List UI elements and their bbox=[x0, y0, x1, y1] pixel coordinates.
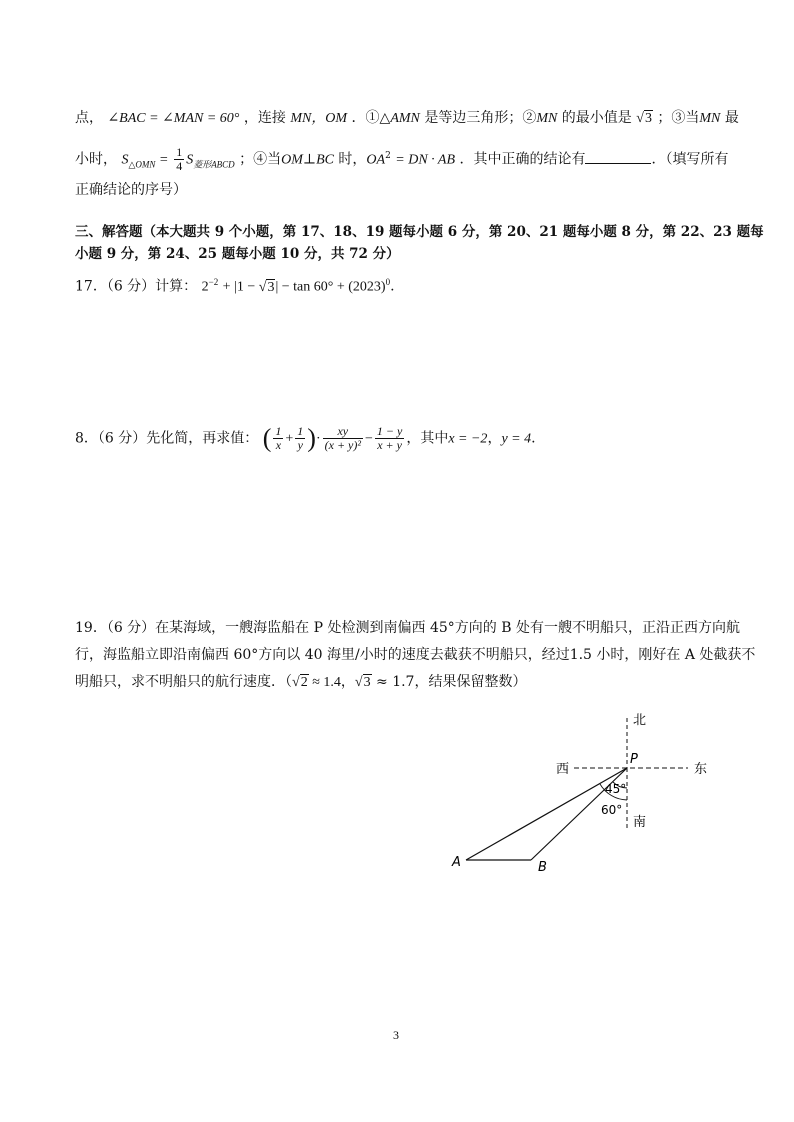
text: 时， bbox=[338, 151, 367, 168]
perpendicular: OM⊥BC bbox=[281, 152, 334, 168]
question-19-line-1: 19．（6 分）在某海域，一艘海监船在 P 处检测到南偏西 45°方向的 B 处有一艘不明船只，正沿正西方向航 bbox=[75, 620, 740, 636]
section-heading-line-2: 小题 9 分，第 24、25 题每小题 10 分，共 72 分） bbox=[75, 246, 400, 262]
period: . bbox=[390, 278, 395, 295]
text: ，连接 bbox=[243, 110, 286, 126]
sqrt-3: √3 bbox=[636, 111, 652, 126]
x-value: x = −2 bbox=[448, 431, 488, 447]
q18-prefix: 8．（6 分）先化简，再求值： bbox=[75, 430, 259, 447]
term: 2 bbox=[201, 279, 209, 295]
angle-equation: ∠BAC = ∠MAN = 60° bbox=[107, 111, 240, 126]
text: 的最小值是 bbox=[561, 110, 632, 126]
exponent: 0 bbox=[385, 277, 391, 287]
area-symbol: S bbox=[121, 152, 129, 168]
text: ≈ 1.7，结果保留整数） bbox=[371, 674, 527, 690]
exponent: −2 bbox=[208, 277, 219, 287]
sqrt-3: √3 bbox=[354, 675, 371, 690]
label-west: 西 bbox=[556, 762, 570, 777]
plus: + bbox=[285, 431, 294, 447]
fraction-1-over-x: $\frac{1}{x}$ bbox=[275, 424, 282, 452]
label-P: P bbox=[630, 752, 638, 767]
oa-squared: OA bbox=[366, 152, 386, 168]
text: ；③当 bbox=[657, 110, 700, 126]
area-symbol: S bbox=[186, 152, 194, 168]
text: 是等边三角形；② bbox=[424, 110, 537, 126]
text: 明船只，求不明船只的航行速度．（ bbox=[75, 674, 292, 690]
segment: MN bbox=[699, 111, 721, 126]
exponent: 2 bbox=[385, 151, 391, 161]
term: | − tan 60° + (2023) bbox=[275, 279, 386, 295]
equals: = bbox=[159, 152, 168, 168]
q17-prefix: 17．（6 分）计算： bbox=[75, 278, 198, 295]
text: ．其中正确的结论有 bbox=[459, 151, 586, 168]
label-angle-60: 60° bbox=[601, 803, 623, 817]
left-paren: ( bbox=[262, 423, 272, 453]
right-paren: ) bbox=[307, 423, 316, 453]
sqrt-3: √3 bbox=[258, 279, 275, 295]
fraction-one-quarter: $\frac{1}{4}$ bbox=[176, 145, 183, 174]
text: 小时， bbox=[75, 151, 117, 168]
sqrt-2: √2 bbox=[292, 675, 308, 690]
text: 点， bbox=[75, 110, 103, 126]
question-19-line-2: 行，海监船立即沿南偏西 60°方向以 40 海里/小时的速度去截获不明船只，经过1.5 小时，刚好在 A 处截获不 bbox=[75, 647, 756, 663]
triangle-name: AMN bbox=[390, 111, 420, 126]
label-A: A bbox=[452, 855, 461, 870]
period: . bbox=[531, 430, 536, 447]
q16-line-3: 正确结论的序号） bbox=[75, 182, 187, 198]
text: ≈ 1.4， bbox=[308, 675, 355, 690]
equation: = DN · AB bbox=[395, 152, 456, 168]
term: + |1 − bbox=[222, 279, 259, 295]
section-heading-line-1: 三、解答题（本大题共 9 个小题，第 17、18、19 题每小题 6 分，第 20、21 题每小题 8 分，第 22、23 题每 bbox=[75, 224, 764, 240]
text: ；④当 bbox=[239, 151, 282, 168]
text: ，其中 bbox=[406, 430, 449, 447]
comma: ， bbox=[487, 430, 502, 447]
text: ．（填写所有 bbox=[651, 151, 729, 168]
fraction-1-minus-y: $\frac{1 - y}{x + y}$ bbox=[376, 424, 403, 452]
label-south: 南 bbox=[633, 815, 647, 830]
fraction-1-over-y: $\frac{1}{y}$ bbox=[297, 424, 304, 452]
segments: MN，OM bbox=[290, 111, 348, 126]
label-B: B bbox=[538, 860, 547, 875]
label-east: 东 bbox=[694, 762, 708, 777]
fraction-xy: $\frac{xy}{\text{(x + y)²}}$ bbox=[324, 424, 361, 452]
label-angle-45: 45° bbox=[605, 782, 627, 796]
segment: MN bbox=[536, 111, 558, 126]
text: ．①△ bbox=[351, 110, 391, 126]
page-number: 3 bbox=[393, 1028, 399, 1042]
text: 最 bbox=[724, 110, 739, 126]
y-value: y = 4 bbox=[501, 431, 532, 447]
label-north: 北 bbox=[633, 713, 647, 728]
minus: − bbox=[364, 431, 373, 447]
subscript: △OMN bbox=[128, 159, 156, 170]
subscript: 菱形ABCD bbox=[193, 159, 235, 170]
dot: · bbox=[315, 431, 321, 447]
